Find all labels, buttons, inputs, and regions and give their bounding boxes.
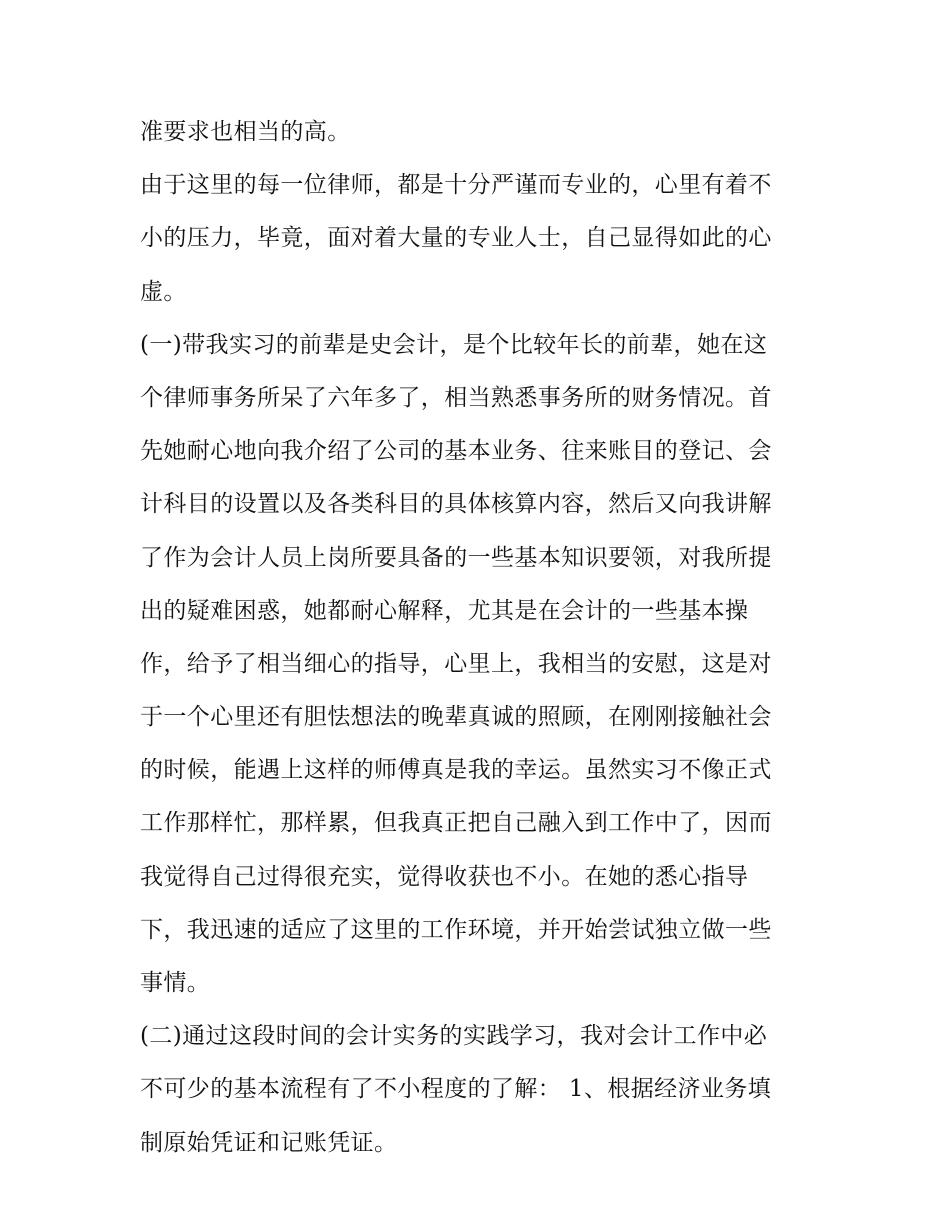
text-line: 作，给予了相当细心的指导，心里上，我相当的安慰，这是对	[140, 650, 772, 677]
text-line: 准要求也相当的高。	[140, 119, 351, 145]
text-line: 于一个心里还有胆怯想法的晚辈真诚的照顾，在刚刚接触社会	[140, 704, 772, 731]
text-line: 个律师事务所呆了六年多了，相当熟悉事务所的财务情况。首	[140, 384, 772, 411]
text-line: 制原始凭证和记账凭证。	[140, 1129, 398, 1156]
text-line: 虚。	[140, 278, 187, 305]
text-line: 出的疑难困惑，她都耐心解释，尤其是在会计的一些基本操	[140, 597, 749, 624]
text-line: 小的压力，毕竟，面对着大量的专业人士，自己显得如此的心	[140, 225, 772, 252]
body-text	[140, 106, 820, 1170]
text-line: 先她耐心地向我介绍了公司的基本业务、往来账目的登记、会	[140, 438, 772, 465]
text-line: (一)带我实习的前辈是史会计，是个比较年长的前辈，她在这	[140, 331, 768, 358]
text-line: 计科目的设置以及各类科目的具体核算内容，然后又向我讲解	[140, 491, 772, 518]
text-line: (二)通过这段时间的会计实务的实践学习，我对会计工作中必	[140, 1023, 768, 1050]
text-line: 工作那样忙，那样累，但我真正把自己融入到工作中了，因而	[140, 810, 772, 837]
text-line: 我觉得自己过得很充实，觉得收获也不小。在她的悉心指导	[140, 863, 749, 890]
text-line: 不可少的基本流程有了不小程度的了解： 1、根据经济业务填	[140, 1076, 772, 1103]
text-line: 下，我迅速的适应了这里的工作环境，并开始尝试独立做一些	[140, 916, 772, 943]
text-line: 由于这里的每一位律师，都是十分严谨而专业的，心里有着不	[140, 172, 772, 199]
text-line: 事情。	[140, 970, 211, 996]
text-line: 的时候，能遇上这样的师傅真是我的幸运。虽然实习不像正式	[140, 757, 772, 784]
text-line: 了作为会计人员上岗所要具备的一些基本知识要领，对我所提	[140, 544, 772, 571]
